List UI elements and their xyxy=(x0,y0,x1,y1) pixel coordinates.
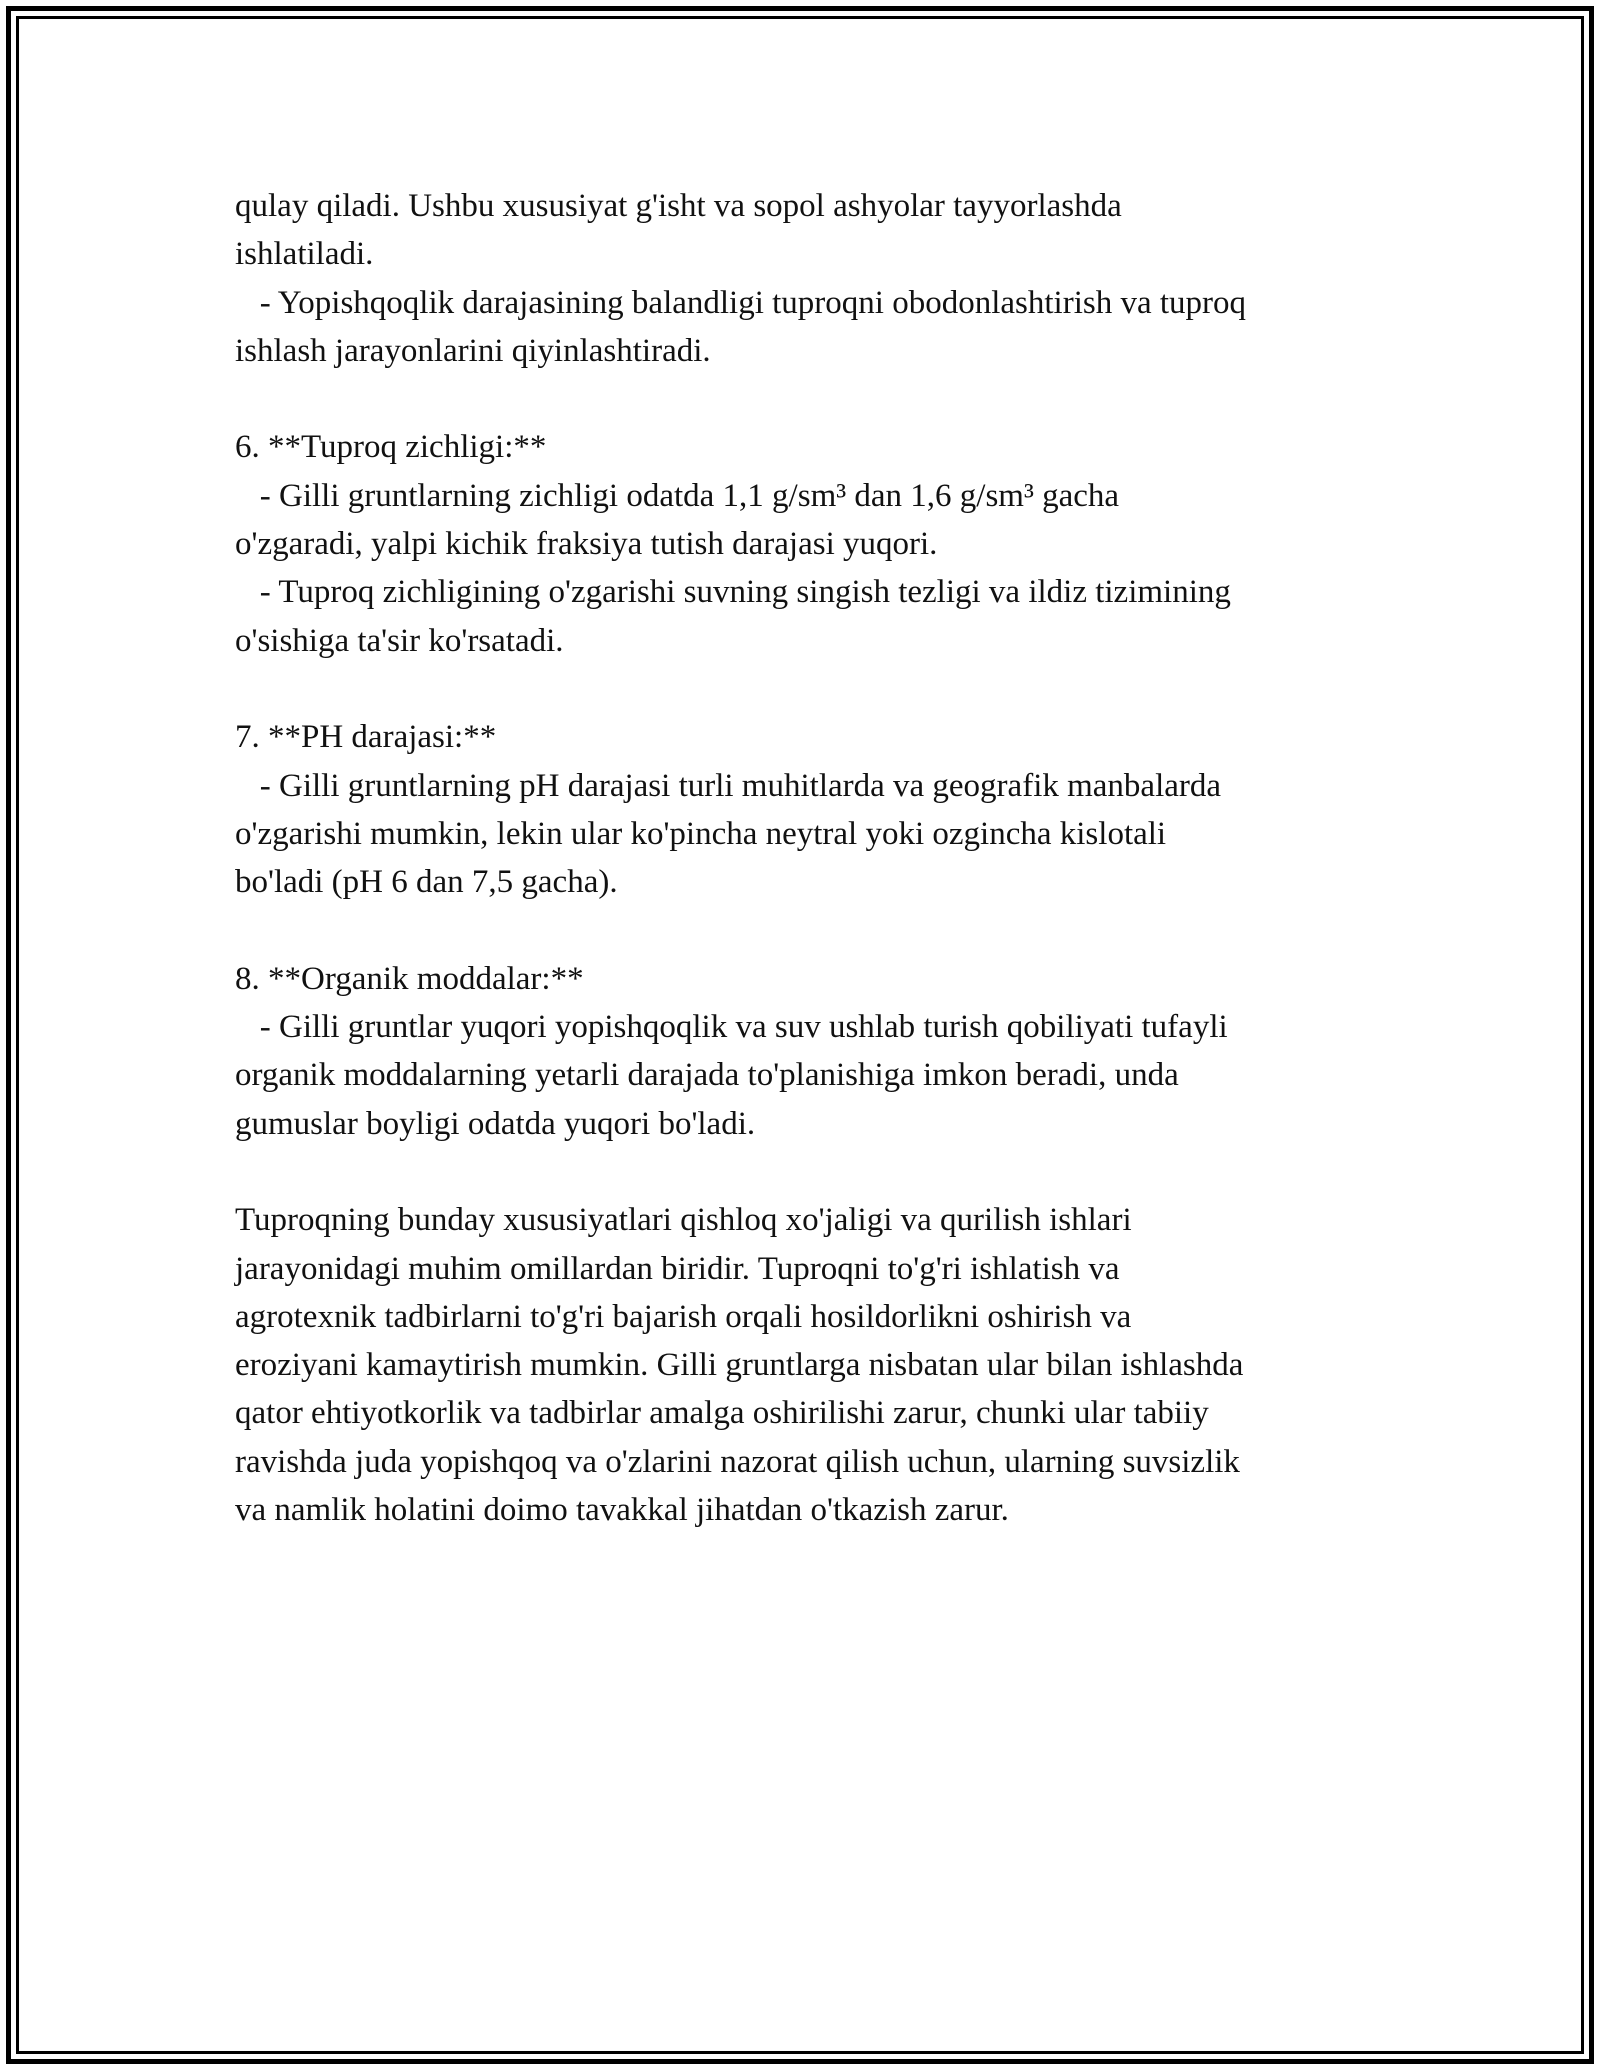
text-line: va namlik holatini doimo tavakkal jihatdan o'tkazish zarur. xyxy=(235,1492,1009,1529)
text-line: gumuslar boyligi odatda yuqori bo'ladi. xyxy=(235,1105,756,1142)
document-body xyxy=(235,182,1385,1534)
blank-line xyxy=(235,1148,1385,1196)
text-line: jarayonidagi muhim omillardan biridir. Tuproqni to'g'ri ishlatish va xyxy=(235,1250,1120,1287)
blank-line xyxy=(235,665,1385,713)
text-line: ravishda juda yopishqoq va o'zlarini nazorat qilish uchun, ularning suvsizlik xyxy=(235,1443,1240,1480)
text-line: agrotexnik tadbirlarni to'g'ri bajarish orqali hosildorlikni oshirish va xyxy=(235,1298,1132,1335)
text-line: qulay qiladi. Ushbu xususiyat g'isht va sopol ashyolar tayyorlashda xyxy=(235,188,1122,224)
text-line: 8. **Organik moddalar:** xyxy=(235,960,584,997)
blank-line xyxy=(235,906,1385,954)
text-line: o'zgaradi, yalpi kichik fraksiya tutish darajasi yuqori. xyxy=(235,526,938,563)
text-line: qator ehtiyotkorlik va tadbirlar amalga oshirilishi zarur, chunki ular tabiiy xyxy=(235,1395,1209,1432)
text-line: organik moddalarning yetarli darajada to'planishiga imkon beradi, unda xyxy=(235,1057,1179,1094)
text-line: 7. **PH darajasi:** xyxy=(235,719,497,756)
text-line: 6. **Tuproq zichligi:** xyxy=(235,429,547,466)
text-line: - Gilli gruntlarning zichligi odatda 1,1 g/sm³ dan 1,6 g/sm³ gacha xyxy=(235,477,1120,514)
text-line: - Gilli gruntlar yuqori yopishqoqlik va suv ushlab turish qobiliyati tufayli xyxy=(235,1009,1228,1046)
text-line: - Tuproq zichligining o'zgarishi suvning singish tezligi va ildiz tizimining xyxy=(235,574,1231,611)
text-line: ishlash jarayonlarini qiyinlashtiradi. xyxy=(235,332,711,369)
text-line: o'sishiga ta'sir ko'rsatadi. xyxy=(235,622,564,659)
text-line: bo'ladi (pH 6 dan 7,5 gacha). xyxy=(235,864,618,901)
text-line: ishlatiladi. xyxy=(235,236,374,273)
blank-line xyxy=(235,375,1385,423)
text-line: - Yopishqoqlik darajasining balandligi tuproqni obodonlashtirish va tuproq xyxy=(235,284,1247,321)
text-line: - Gilli gruntlarning pH darajasi turli muhitlarda va geografik manbalarda xyxy=(235,767,1222,804)
text-line: Tuproqning bunday xususiyatlari qishloq xo'jaligi va qurilish ishlari xyxy=(235,1202,1132,1239)
text-line: eroziyani kamaytirish mumkin. Gilli gruntlarga nisbatan ular bilan ishlashda xyxy=(235,1347,1244,1384)
text-line: o'zgarishi mumkin, lekin ular ko'pincha neytral yoki ozgincha kislotali xyxy=(235,815,1167,852)
